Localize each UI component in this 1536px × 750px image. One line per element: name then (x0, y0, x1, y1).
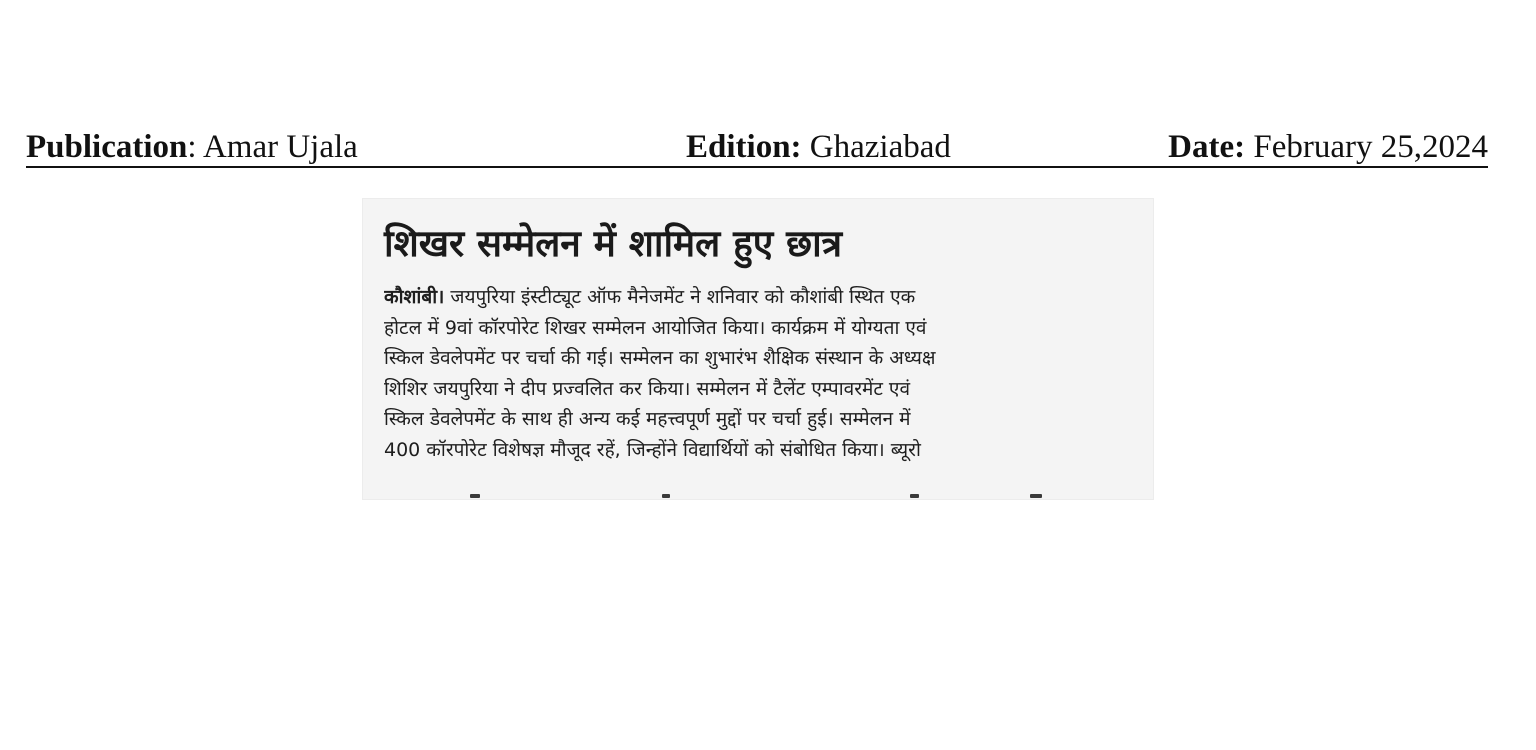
publication-header (26, 128, 1488, 168)
clipping-line (384, 282, 1144, 313)
cropped-glyph (1030, 494, 1042, 498)
clipping-line: 400 कॉरपोरेट विशेषज्ञ मौजूद रहें, जिन्होंने विद्यार्थियों को संबोधित किया। ब्यूरो (384, 438, 921, 461)
date-label: Date: (1168, 129, 1246, 165)
publication-field (26, 128, 358, 166)
date-value: February 25,2024 (1245, 129, 1488, 165)
edition-value: Ghaziabad (801, 129, 951, 165)
date-field (1168, 128, 1488, 166)
edition-label: Edition: (686, 129, 802, 165)
clipping-line: होटल में 9वां कॉरपोरेट शिखर सम्मेलन आयोजित किया। कार्यक्रम में योग्यता एवं (384, 316, 927, 339)
edition-field (686, 128, 951, 166)
clipping-line: स्किल डेवलेपमेंट पर चर्चा की गई। सम्मेलन का शुभारंभ शैक्षिक संस्थान के अध्यक्ष (384, 347, 936, 369)
cropped-glyph (662, 494, 670, 498)
clipping-line: शिशिर जयपुरिया ने दीप प्रज्वलित कर किया। सम्मेलन में टैलेंट एम्पावरमेंट एवं (384, 377, 911, 400)
clipping-line-text: जयपुरिया इंस्टीट्यूट ऑफ मैनेजमेंट ने शनिवार को कौशांबी स्थित एक (444, 286, 916, 308)
clipping-line: स्किल डेवलेपमेंट के साथ ही अन्य कई महत्त्वपूर्ण मुद्दों पर चर्चा हुई। सम्मेलन में (384, 408, 911, 430)
publication-separator: : (187, 129, 203, 165)
cropped-glyph (910, 494, 919, 498)
clipping-dateline: कौशांबी। (384, 286, 445, 308)
cropped-next-article-edge (362, 494, 1154, 500)
publication-value: Amar Ujala (202, 129, 358, 165)
newspaper-clipping (362, 198, 1154, 500)
clipping-body (384, 282, 1144, 465)
cropped-glyph (470, 494, 480, 498)
clipping-headline: शिखर सम्मेलन में शामिल हुए छात्र (384, 222, 843, 265)
publication-label: Publication (26, 129, 188, 165)
